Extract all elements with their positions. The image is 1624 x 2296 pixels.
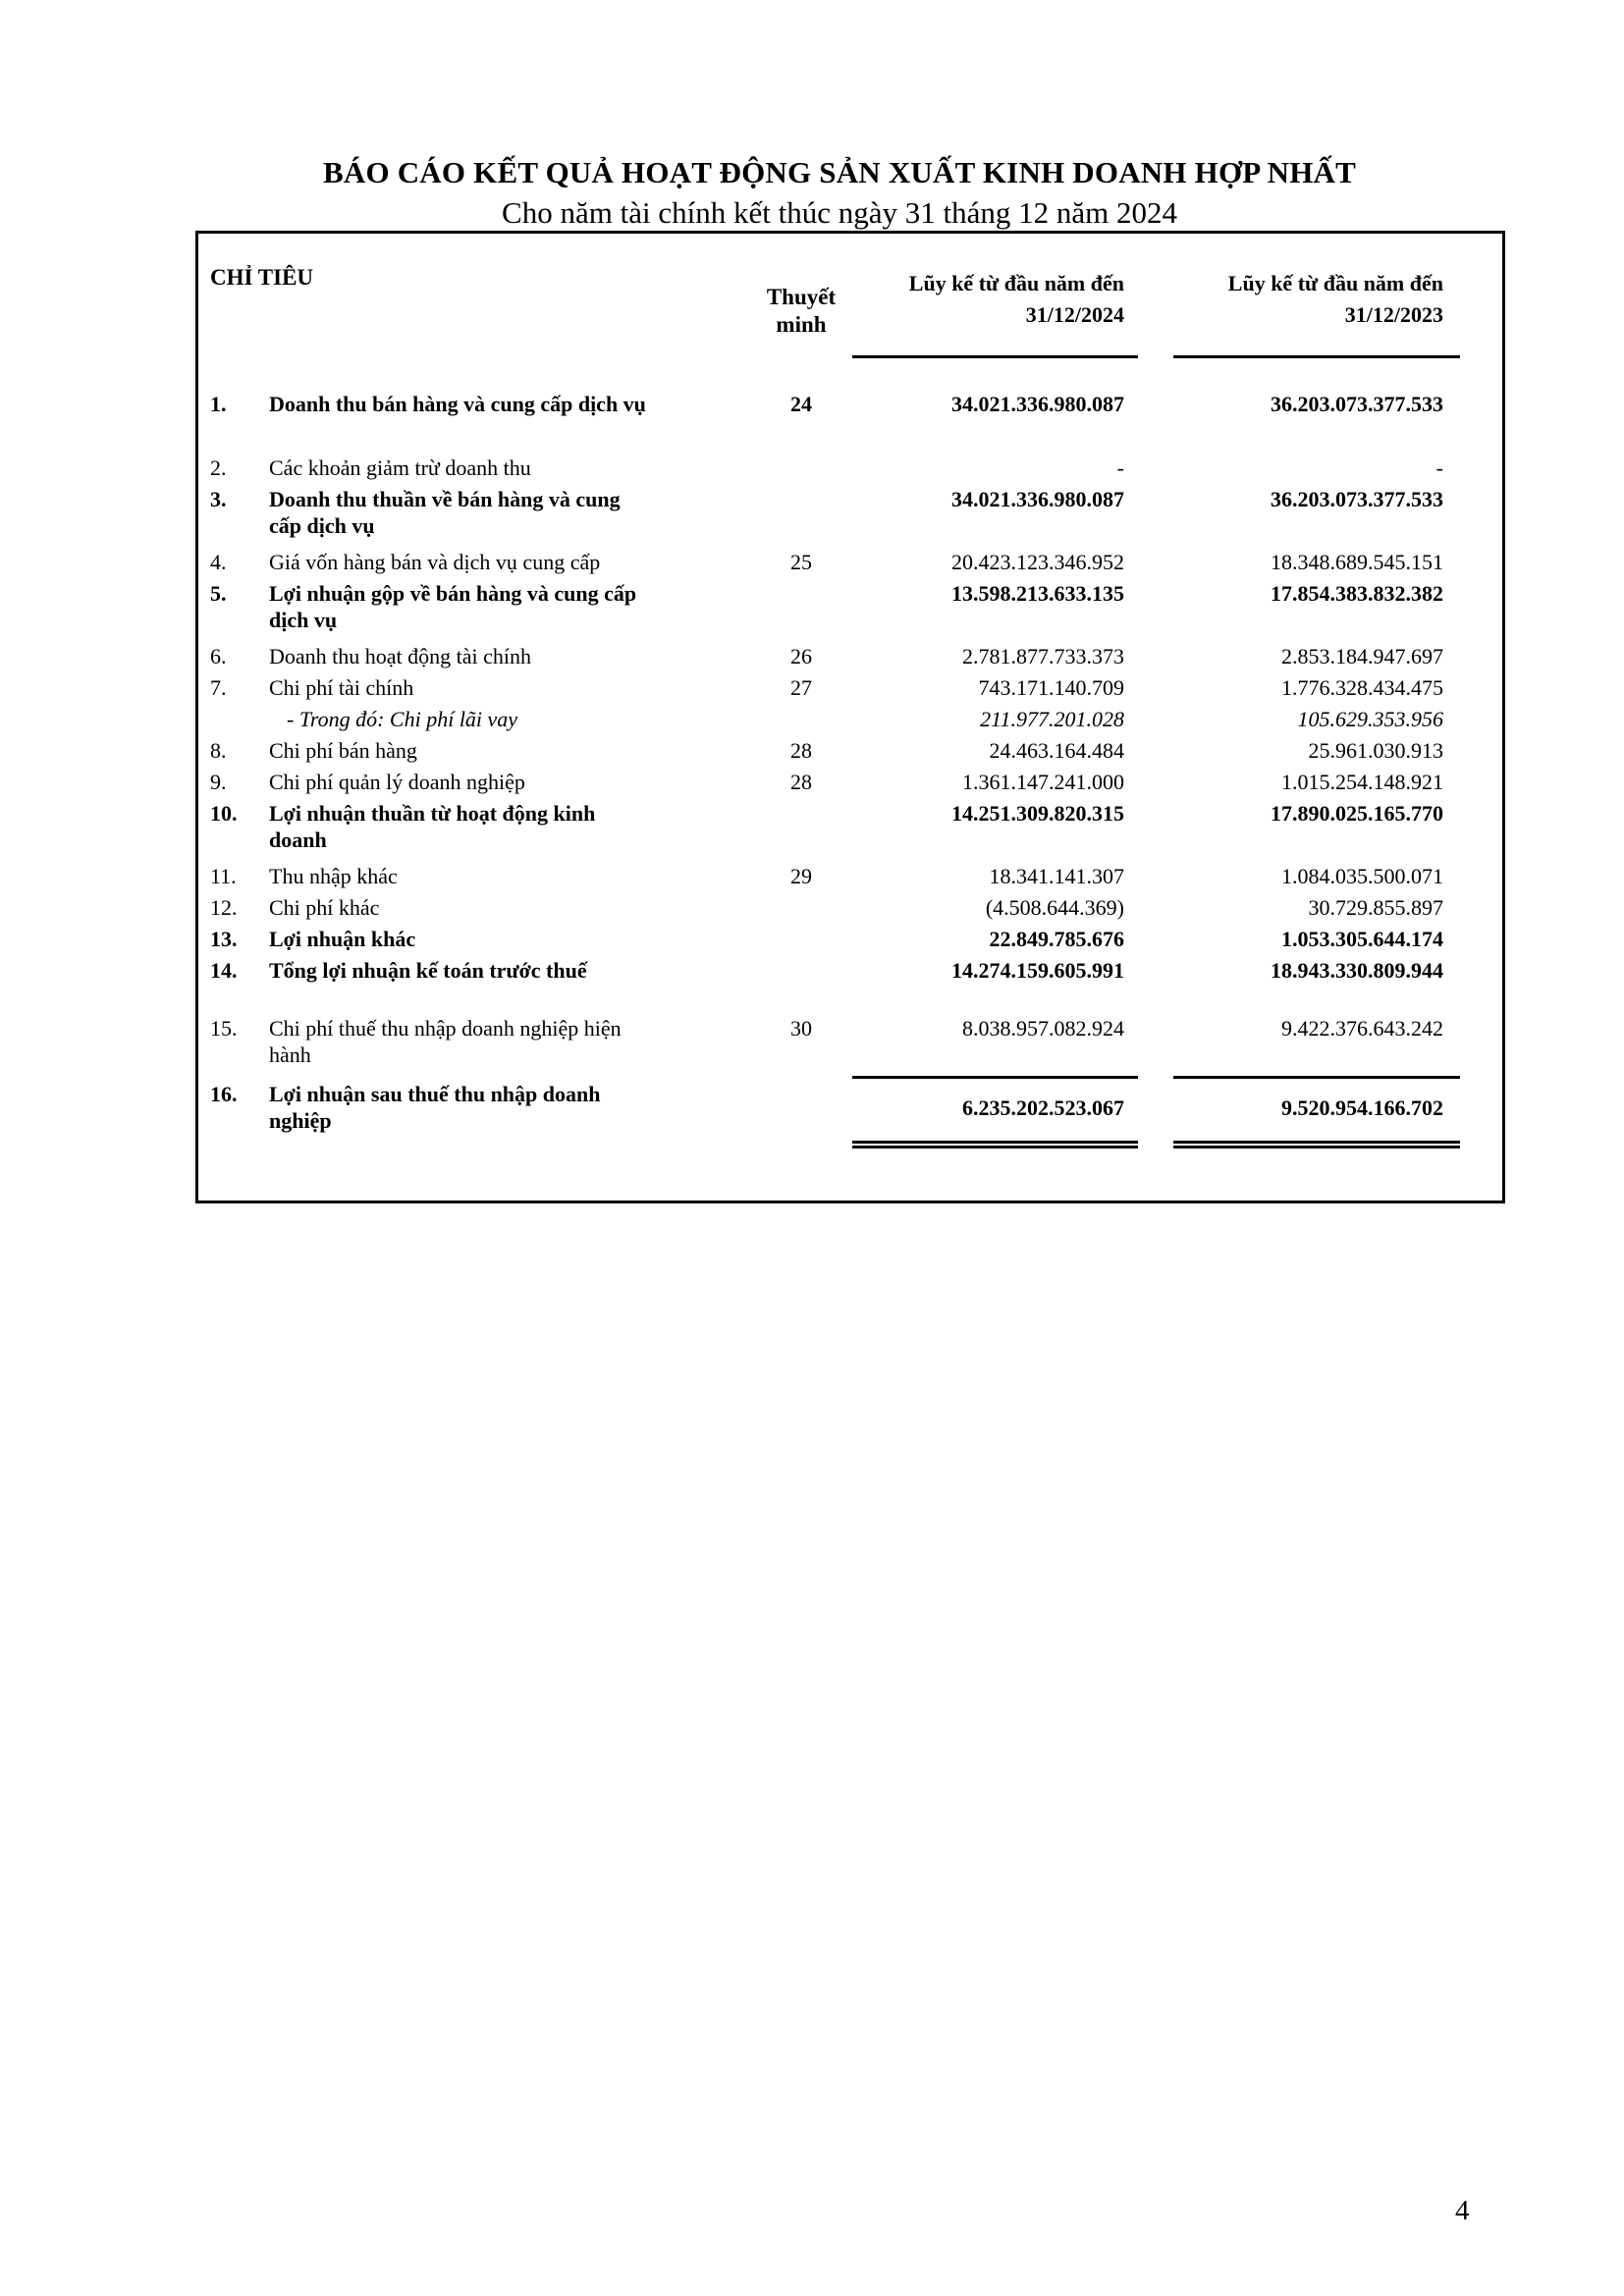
row-value-2023: 1.015.254.148.921 xyxy=(1281,770,1443,794)
row-value-2023: 18.943.330.809.944 xyxy=(1271,958,1443,983)
row-number: 11. xyxy=(210,864,237,888)
row-label: Lợi nhuận gộp về bán hàng và cung cấp dịch vụ xyxy=(269,581,637,632)
row-value-2024: 34.021.336.980.087 xyxy=(951,392,1124,416)
row-number: 13. xyxy=(210,927,238,951)
header-col-2024 xyxy=(830,268,1124,331)
row-value-2024: 22.849.785.676 xyxy=(989,927,1124,951)
row-note: 24 xyxy=(790,392,812,416)
row-value-2024: - xyxy=(1116,455,1124,480)
row-value-2023: 17.854.383.832.382 xyxy=(1271,581,1443,606)
row-note: 30 xyxy=(790,1016,812,1041)
row-number: 12. xyxy=(210,895,238,920)
row-label: Các khoản giảm trừ doanh thu xyxy=(269,455,531,480)
row-number: 16. xyxy=(210,1082,238,1106)
row-value-2024: 8.038.957.082.924 xyxy=(962,1016,1124,1041)
row-value-2023: 1.776.328.434.475 xyxy=(1281,675,1443,700)
row-label: Doanh thu thuần về bán hàng và cung cấp dịch vụ xyxy=(269,487,621,538)
row-value-2024: 2.781.877.733.373 xyxy=(962,644,1124,668)
row-number: 10. xyxy=(210,801,238,826)
row-number: 9. xyxy=(210,770,227,794)
row-value-2023: 17.890.025.165.770 xyxy=(1271,801,1443,826)
header-note-line2: minh xyxy=(776,312,827,337)
row-value-2024: 20.423.123.346.952 xyxy=(951,550,1124,574)
row-value-2023: - xyxy=(1435,455,1443,480)
header-col-2024-line2: 31/12/2024 xyxy=(1025,302,1124,327)
row-label: Thu nhập khác xyxy=(269,864,398,888)
row-label: Lợi nhuận thuần từ hoạt động kinh doanh xyxy=(269,801,596,852)
row-note: 25 xyxy=(790,550,812,574)
row-value-2023: 1.084.035.500.071 xyxy=(1281,864,1443,888)
row-value-2024: 14.251.309.820.315 xyxy=(951,801,1124,826)
header-col-2023-line1: Lũy kế từ đầu năm đến xyxy=(1227,271,1443,295)
row-label: - Trong đó: Chi phí lãi vay xyxy=(287,707,518,731)
row-value-2024: (4.508.644.369) xyxy=(985,895,1124,920)
row-value-2023: 36.203.073.377.533 xyxy=(1271,487,1443,511)
report-title: BÁO CÁO KẾT QUẢ HOẠT ĐỘNG SẢN XUẤT KINH DOANH HỢP NHẤT xyxy=(322,155,1356,189)
row-number: 7. xyxy=(210,675,227,700)
row-value-2023: 36.203.073.377.533 xyxy=(1271,392,1443,416)
row-value-2024: 1.361.147.241.000 xyxy=(962,770,1124,794)
row-value-2024: 34.021.336.980.087 xyxy=(951,487,1124,511)
row-note: 29 xyxy=(790,864,812,888)
row-label: Giá vốn hàng bán và dịch vụ cung cấp xyxy=(269,550,601,574)
subtotal-rule-2023 xyxy=(1173,1076,1460,1079)
row-label: Chi phí thuế thu nhập doanh nghiệp hiện hành xyxy=(269,1016,622,1067)
total-double-rule-2024 xyxy=(852,1141,1138,1148)
row-value-2023: 9.422.376.643.242 xyxy=(1281,1016,1443,1041)
row-label: Chi phí quản lý doanh nghiệp xyxy=(269,770,525,794)
row-note: 26 xyxy=(790,644,812,668)
row-number: 5. xyxy=(210,581,227,606)
row-note: 28 xyxy=(790,738,812,763)
row-label: Doanh thu hoạt động tài chính xyxy=(269,644,532,668)
row-value-2024: 14.274.159.605.991 xyxy=(951,958,1124,983)
header-item: CHỈ TIÊU xyxy=(210,265,314,290)
row-value-2023: 105.629.353.956 xyxy=(1297,707,1443,731)
row-number: 1. xyxy=(210,392,227,416)
total-double-rule-2023 xyxy=(1173,1141,1460,1148)
header-note-line1: Thuyết xyxy=(766,285,837,309)
row-label: Lợi nhuận sau thuế thu nhập doanh nghiệp xyxy=(269,1082,601,1133)
row-label: Lợi nhuận khác xyxy=(269,927,416,951)
header-col-2023-line2: 31/12/2023 xyxy=(1344,302,1443,327)
row-number: 15. xyxy=(210,1016,238,1041)
page-number: 4 xyxy=(1455,2195,1470,2226)
row-number: 2. xyxy=(210,455,227,480)
header-col-2024-line1: Lũy kế từ đầu năm đến xyxy=(908,271,1124,295)
row-value-2023: 9.520.954.166.702 xyxy=(1281,1095,1443,1120)
row-value-2024: 6.235.202.523.067 xyxy=(962,1095,1124,1120)
header-col-2023 xyxy=(1149,268,1443,331)
row-value-2023: 25.961.030.913 xyxy=(1308,738,1443,763)
subtotal-rule-2024 xyxy=(852,1076,1138,1079)
row-note: 28 xyxy=(790,770,812,794)
row-value-2023: 18.348.689.545.151 xyxy=(1271,550,1443,574)
header-rule-2023 xyxy=(1173,355,1460,358)
row-value-2023: 1.053.305.644.174 xyxy=(1281,927,1443,951)
row-label: Chi phí khác xyxy=(269,895,380,920)
row-value-2023: 2.853.184.947.697 xyxy=(1281,644,1443,668)
header-rule-2024 xyxy=(852,355,1138,358)
row-label: Chi phí tài chính xyxy=(269,675,414,700)
row-value-2024: 24.463.164.484 xyxy=(989,738,1124,763)
row-number: 3. xyxy=(210,487,227,511)
report-subtitle: Cho năm tài chính kết thúc ngày 31 tháng 12 năm 2024 xyxy=(502,195,1177,230)
row-label: Doanh thu bán hàng và cung cấp dịch vụ xyxy=(269,392,646,416)
row-value-2023: 30.729.855.897 xyxy=(1308,895,1443,920)
row-value-2024: 13.598.213.633.135 xyxy=(951,581,1124,606)
row-number: 14. xyxy=(210,958,238,983)
row-label: Tổng lợi nhuận kế toán trước thuế xyxy=(269,958,587,983)
row-number: 4. xyxy=(210,550,227,574)
row-value-2024: 211.977.201.028 xyxy=(980,707,1124,731)
row-value-2024: 743.171.140.709 xyxy=(978,675,1124,700)
row-number: 6. xyxy=(210,644,227,668)
row-number: 8. xyxy=(210,738,227,763)
row-note: 27 xyxy=(790,675,812,700)
row-value-2024: 18.341.141.307 xyxy=(989,864,1124,888)
row-label: Chi phí bán hàng xyxy=(269,738,417,763)
